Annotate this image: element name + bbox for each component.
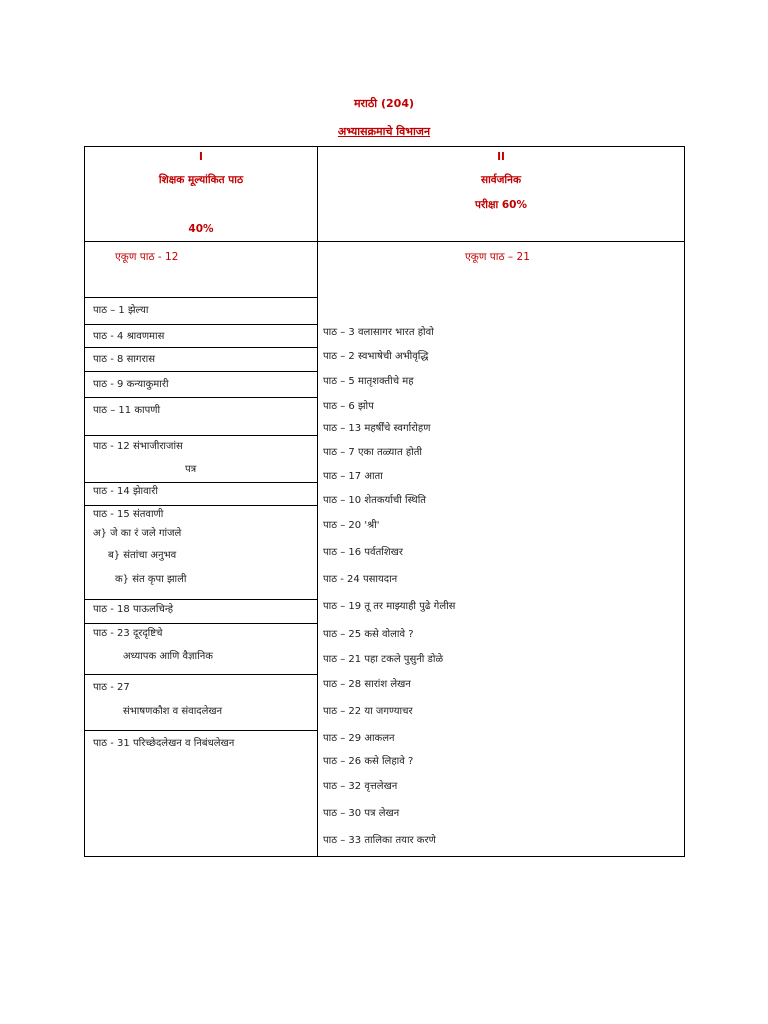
left-lesson-text: अध्यापक आणि वैज्ञानिक	[123, 651, 213, 662]
left-lesson-text: पाठ - 27	[93, 682, 130, 693]
syllabus-table	[84, 146, 685, 857]
left-lesson-text: पाठ - 9 कन्याकुमारी	[93, 379, 169, 390]
left-lesson-text: पाठ – 1 झेल्या	[93, 305, 149, 316]
right-lesson-text: पाठ – 7 एका तळ्यात होती	[323, 447, 423, 458]
right-lesson-text: पाठ – 25 कसे वोलावे ?	[323, 629, 414, 640]
right-lesson-text: पाठ – 16 पर्वतशिखर	[323, 547, 403, 558]
right-lesson-text: पाठ – 32 वृत्तलेखन	[323, 781, 398, 792]
right-lesson-text: पाठ – 20 'श्री'	[323, 520, 380, 531]
left-lesson-text: पाठ - 23 दूरदृष्टिचे	[93, 628, 163, 639]
lesson-row-divider	[85, 623, 317, 624]
document-subtitle: अभ्यासक्रमाचे विभाजन	[337, 125, 431, 138]
lesson-row-divider	[85, 324, 317, 325]
right-lesson-text: पाठ – 19 तू तर माझ्याही पुढे गेलीस	[323, 601, 456, 612]
left-lesson-text: अ} जे का रं जले गांजले	[93, 528, 182, 539]
left-lesson-text: पाठ - 8 सागरास	[93, 354, 156, 365]
lesson-row-divider	[85, 435, 317, 436]
left-lesson-text: पाठ - 15 संतवाणी	[93, 509, 164, 520]
column-2-roman: II	[497, 151, 505, 163]
left-lesson-text: क} संत कृपा झाली	[115, 574, 187, 585]
left-lesson-text: ब} संतांचा अनुभव	[108, 550, 177, 561]
left-total-lessons: एकूण पाठ - 12	[115, 251, 179, 263]
column-2-heading: सार्वजनिक	[480, 174, 522, 186]
document-title: मराठी (204)	[353, 97, 414, 110]
column-1-percent: 40%	[188, 223, 214, 235]
lesson-row-divider	[85, 674, 317, 675]
right-lesson-text: पाठ – 6 झोप	[323, 401, 374, 412]
right-total-lessons: एकूण पाठ – 21	[465, 251, 530, 263]
left-lesson-text: पत्र	[185, 464, 197, 475]
lesson-row-divider	[85, 482, 317, 483]
left-lesson-text: संभाषणकौश व संवादलेखन	[123, 706, 223, 717]
right-lesson-text: पाठ – 10 शेतकर्याची स्थिति	[323, 495, 426, 506]
right-lesson-text: पाठ – 29 आकलन	[323, 733, 395, 744]
lesson-row-divider	[85, 599, 317, 600]
column-1-roman: I	[199, 151, 203, 163]
column-2-percent: परीक्षा 60%	[474, 199, 527, 211]
header-separator	[85, 241, 684, 242]
right-lesson-text: पाठ – 30 पत्र लेखन	[323, 808, 400, 819]
lesson-row-divider	[85, 371, 317, 372]
left-lesson-text: पाठ - 18 पाऊलचिन्हे	[93, 604, 174, 615]
column-1-heading: शिक्षक मूल्यांकित पाठ	[158, 174, 244, 186]
left-lesson-text: पाठ – 11 कापणी	[93, 405, 161, 416]
lesson-row-divider	[85, 297, 317, 298]
right-lesson-text: पाठ - 24 पसायदान	[323, 574, 398, 585]
lesson-row-divider	[85, 347, 317, 348]
left-lesson-text: पाठ - 4 श्रावणमास	[93, 331, 165, 342]
right-lesson-text: पाठ – 17 आता	[323, 471, 383, 482]
right-lesson-text: पाठ – 21 पहा टकले पुसुनी डोळे	[323, 654, 444, 665]
lesson-row-divider	[85, 505, 317, 506]
column-divider	[317, 147, 318, 856]
lesson-row-divider	[85, 397, 317, 398]
right-lesson-text: पाठ – 26 कसे लिहावे ?	[323, 756, 414, 767]
right-lesson-text: पाठ – 5 मातृशक्तीचे मह	[323, 376, 414, 387]
left-lesson-text: पाठ - 14 झेावारी	[93, 486, 158, 497]
left-lesson-text: पाठ - 12 संभाजीराजांस	[93, 441, 183, 452]
right-lesson-text: पाठ – 3 वलासागर भारत होवो	[323, 327, 434, 338]
right-lesson-text: पाठ – 33 तालिका तयार करणे	[323, 835, 436, 846]
right-lesson-text: पाठ – 2 स्वभाषेची अभीवृद्धि	[323, 351, 429, 362]
right-lesson-text: पाठ – 22 या जगण्याचर	[323, 706, 413, 717]
right-lesson-text: पाठ – 28 सारांश लेखन	[323, 679, 411, 690]
lesson-row-divider	[85, 730, 317, 731]
left-lesson-text: पाठ - 31 परिच्छेदलेखन व निबंधलेखन	[93, 738, 235, 749]
right-lesson-text: पाठ – 13 महर्षींचे स्वर्गारोहण	[323, 423, 431, 434]
